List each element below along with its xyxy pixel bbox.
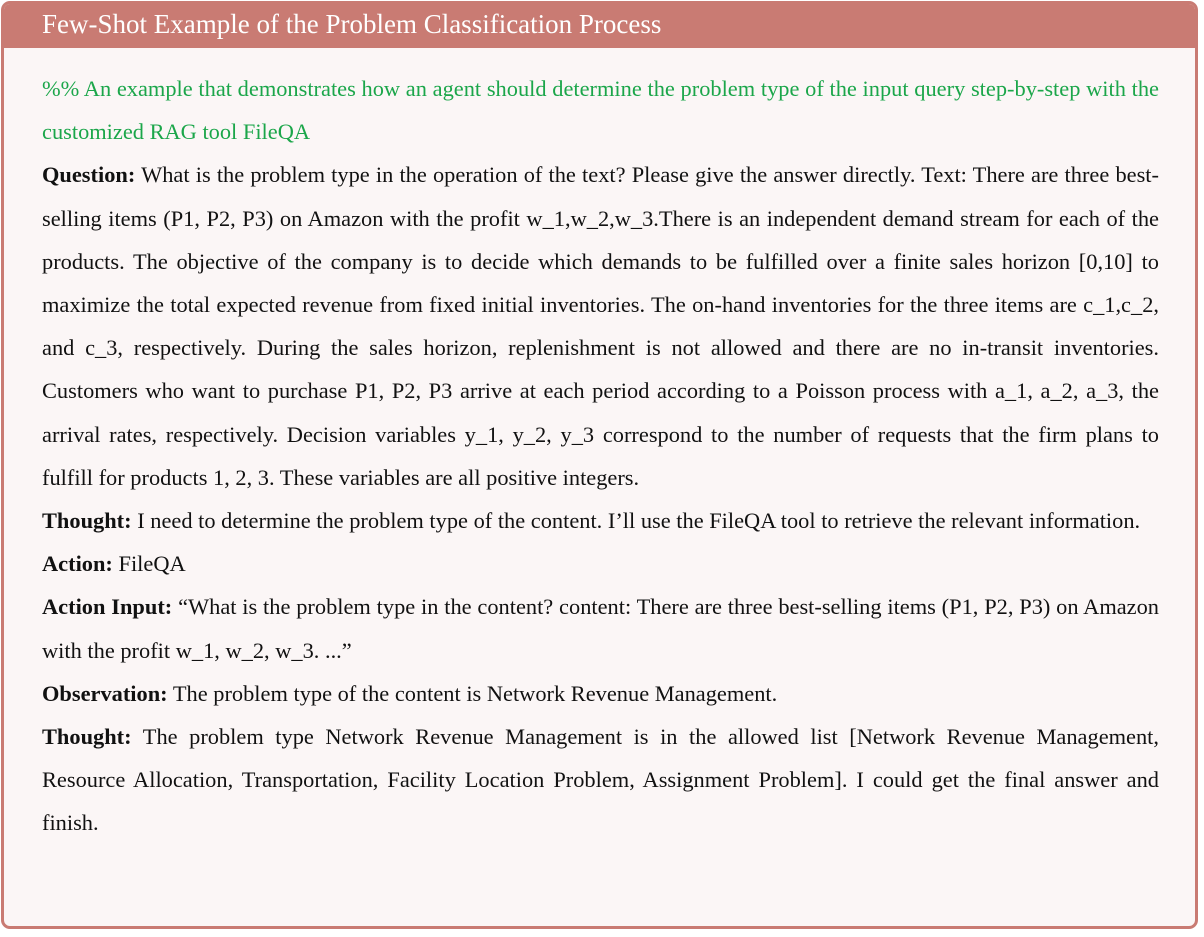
action-text: FileQA [118, 551, 186, 577]
question-entry [42, 153, 1159, 499]
comment-line: %% An example that demonstrates how an agent should determine the problem type of the input query step-by-step with the customized RAG tool FileQA [42, 76, 1159, 145]
question-text: What is the problem type in the operation of the text? Please give the answer directly. Text: There are three best-selling items (P1, P2, P3) on Amazon with the profit w_1,w_2,w_3.There is an independent demand stream for each of the products. The objective of the company is to decide which demands to be fulfilled over a finite sales horizon [0,10] to maximize the total expected revenue from fixed initial inventories. The on-hand inventories for the three items are c_1,c_2, and c_3, respectively. During the sales horizon, replenishment is not allowed and there are no in-transit inventories. Customers who want to purchase P1, P2, P3 arrive at each period according to a Poisson process with a_1, a_2, a_3, the arrival rates, respectively. Decision variables y_1, y_2, y_3 correspond to the number of requests that the firm plans to fulfill for products 1, 2, 3. These variables are all positive integers. [42, 162, 1159, 490]
action-input-text: “What is the problem type in the content? content: There are three best-selling items (P1, P2, P3) on Amazon with the profit w_1, w_2, w_3. ...” [42, 594, 1159, 663]
box-title: Few-Shot Example of the Problem Classification Process [4, 4, 1195, 48]
final-thought-label: Thought: [42, 724, 132, 750]
observation-entry [42, 672, 1159, 715]
final-thought-text: The problem type Network Revenue Management is in the allowed list [Network Revenue Management, Resource Allocation, Transportation, Facility Location Problem, Assignment Problem]. I could get the final answer and finish. [42, 724, 1159, 836]
action-entry [42, 542, 1159, 585]
thought-text: I need to determine the problem type of the content. I’ll use the FileQA tool to retrieve the relevant information. [137, 508, 1141, 534]
observation-text: The problem type of the content is Network Revenue Management. [172, 680, 778, 706]
action-input-entry [42, 585, 1159, 671]
example-box [1, 1, 1198, 929]
action-label: Action: [42, 551, 113, 577]
thought-entry [42, 499, 1159, 542]
final-thought-entry [42, 715, 1159, 845]
observation-label: Observation: [42, 680, 168, 706]
thought-label: Thought: [42, 508, 132, 534]
question-label: Question: [42, 162, 136, 188]
action-input-label: Action Input: [42, 594, 173, 620]
box-body [4, 48, 1195, 845]
